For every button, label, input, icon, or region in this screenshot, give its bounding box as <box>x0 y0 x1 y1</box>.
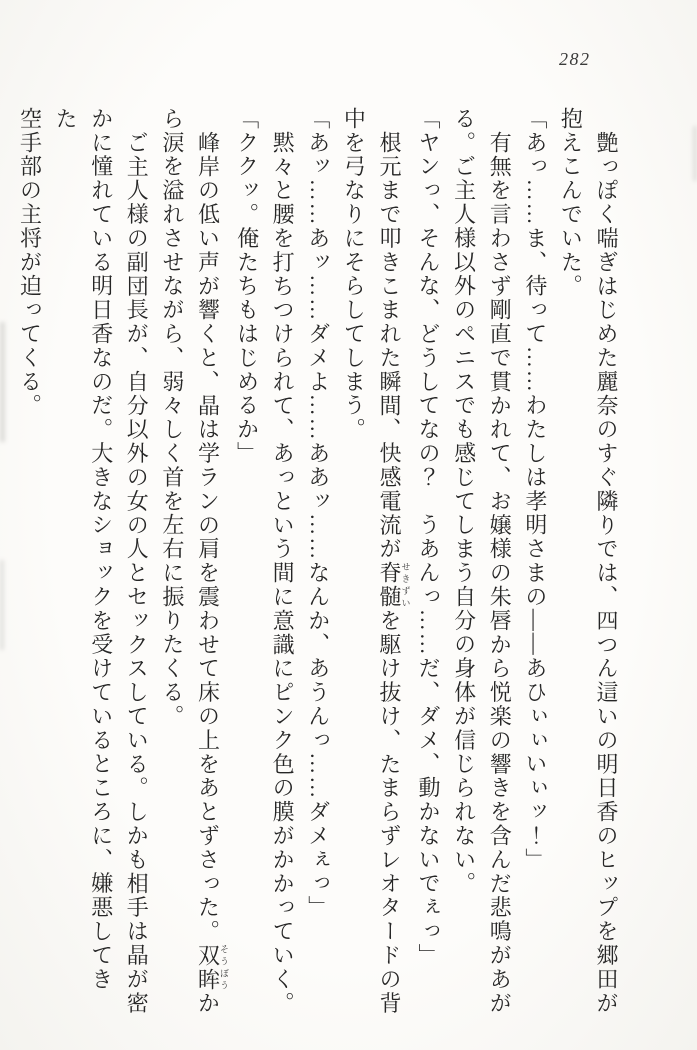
text-column: 「あっ……ま、待って……わたしは孝明さまの――あひぃぃいぃッ！」 <box>522 107 548 872</box>
text-column: かに憧れている明日香なのだ。大きなショックを受けているところに、嫌悪してきた <box>53 107 114 992</box>
text-column: 「ヤンっ、そんな、どうしてなの？ うあんっ……だ、ダメ、動かないでぇっ」 <box>416 107 442 968</box>
text-column: 空手部の主将が迫ってくる。 <box>17 107 43 418</box>
text-column: る。ご主人様以外のペニスでも感じてしまう自分の身体が信じられない。 <box>451 107 477 896</box>
scan-artifact-left-top <box>0 322 5 442</box>
text-column: 中を弓なりにそらしてしまう。 <box>341 107 367 442</box>
text-column: ら涙を溢れさせながら、弱々しく首を左右に振りたくる。 <box>159 107 185 729</box>
scan-artifact-right <box>693 126 697 181</box>
text-column: 「あッ……あッ……ダメよ……ああッ……なんか、あうんっ……ダメぇっ」 <box>305 107 331 920</box>
text-column: 抱えこんでいた。 <box>558 107 584 299</box>
text-column: 有無を言わさず剛直で貫かれて、お嬢様の朱唇から悦楽の響きを含んだ悲鳴があが <box>487 131 513 1016</box>
ruby-annotated-word: 双眸そうぼう <box>195 943 229 992</box>
ruby-annotated-word: 脊髄せきずい <box>376 561 411 610</box>
text-column: 峰岸の低い声が響くと、晶は学ランの肩を震わせて床の上をあとずさった。双眸そうぼうか <box>195 131 229 1016</box>
text-column: ご主人様の副団長が、自分以外の女の人とセックスしている。しかも相手は晶が密 <box>124 131 150 1016</box>
text-block <box>12 107 624 1015</box>
text-column: 艶っぽく喘ぎはじめた麗奈のすぐ隣りでは、四つん這いの明日香のヒップを郷田が <box>594 131 619 1016</box>
text-column: 根元まで叩きこまれた瞬間、快感電流が脊髄せきずいを駆け抜け、たまらずレオタードの背 <box>376 131 411 1016</box>
text-column: 「ククッ。俺たちもはじめるか」 <box>234 107 260 466</box>
scan-artifact-left-bottom <box>0 560 4 650</box>
text-column: 黙々と腰を打ちつけられて、あっという間に意識にピンク色の膜がかかっていく。 <box>270 131 296 1016</box>
page-number: 282 <box>559 49 591 69</box>
